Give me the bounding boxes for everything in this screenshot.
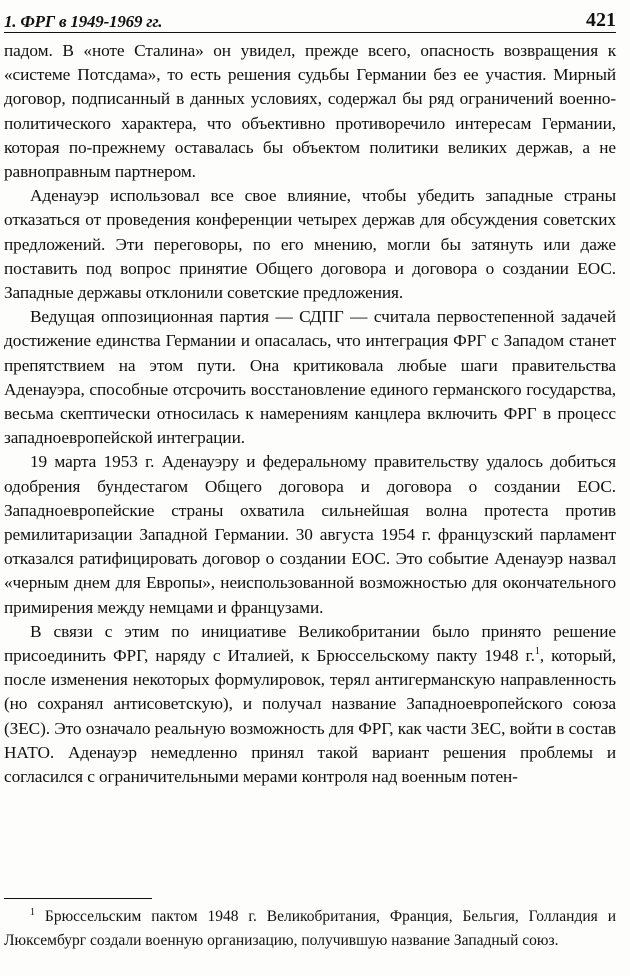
paragraph-5 bbox=[4, 620, 616, 789]
paragraph-1: падом. В «ноте Сталина» он увидел, прежде всего, опасность возвращения к «системе Потсдама», то есть решения судьбы Германии без ее участия. Мирный договор, подписанный в данных условиях, содержал бы ряд ограничений военно-политического характера, что объективно противоречило интересам Германии, которая по-прежнему оставалась бы объектом политики великих держав, а не равноправным партнером. bbox=[4, 41, 616, 182]
paragraph-5-text-a: В связи с этим по инициативе Великобритании было принято решение присоединить ФРГ, наряду с Италией, к Брюссельскому пакту 1948 г. bbox=[4, 621, 616, 666]
page-number: 421 bbox=[586, 9, 616, 31]
main-text bbox=[4, 39, 616, 789]
footnote-reference[interactable]: 1 bbox=[534, 646, 540, 658]
paragraph-2: Аденауэр использовал все свое влияние, чтобы убедить западные страны отказаться от проведения конференции четырех держав для обсуждения советских предложений. Эти переговоры, по его мнению, могли бы затянуть или даже поставить под вопрос принятие Общего договора и договора о создании ЕОС. Западные державы отклонили советские предложения. bbox=[4, 186, 616, 303]
footnote-text: Брюссельским пактом 1948 г. Великобритания, Франция, Бельгия, Голландия и Люксембург создали военную организацию, получившую название Западный союз. bbox=[4, 908, 616, 949]
paragraph-3: Ведущая оппозиционная партия — СДПГ — считала первостепенной задачей достижение единства Германии и опасалась, что интеграция ФРГ с Западом станет препятствием на этом пути. Она критиковала любые шаги правительства Аденауэра, способные отсрочить восстановление единого германского государства, весьма скептически относилась к намерениям канцлера включить ФРГ в процесс западноевропейской интеграции. bbox=[4, 307, 616, 448]
footnote-1 bbox=[4, 905, 616, 952]
footnote-divider bbox=[4, 898, 152, 899]
paragraph-4: 19 марта 1953 г. Аденауэру и федеральному правительству удалось добиться одобрения бундестагом Общего договора и договора о создании ЕОС. Западноевропейские страны охватила сильнейшая волна протеста против ремилитаризации Западной Германии. 30 августа 1954 г. французский парламент отказался ратифицировать договор о создании ЕОС. Это событие Аденауэр назвал «черным днем для Европы», неиспользованной возможностью для окончательного примирения между немцами и французами. bbox=[4, 452, 616, 617]
footnote-mark: 1 bbox=[30, 906, 35, 918]
paragraph-5-text-b: , который, после изменения некоторых формулировок, терял антигерманскую направленность (но сохранял антисоветскую), и получал название Западноевропейского союза (ЗЕС). Это означало реальную возможность для ФРГ, как части ЗЕС, войти в состав НАТО. Аденауэр немедленно принял такой вариант решения проблемы и согласился с ограничительными мерами контроля над военным потен- bbox=[4, 646, 616, 787]
page-header bbox=[4, 6, 616, 33]
running-head: 1. ФРГ в 1949-1969 гг. bbox=[4, 12, 163, 31]
footnotes bbox=[4, 898, 616, 952]
